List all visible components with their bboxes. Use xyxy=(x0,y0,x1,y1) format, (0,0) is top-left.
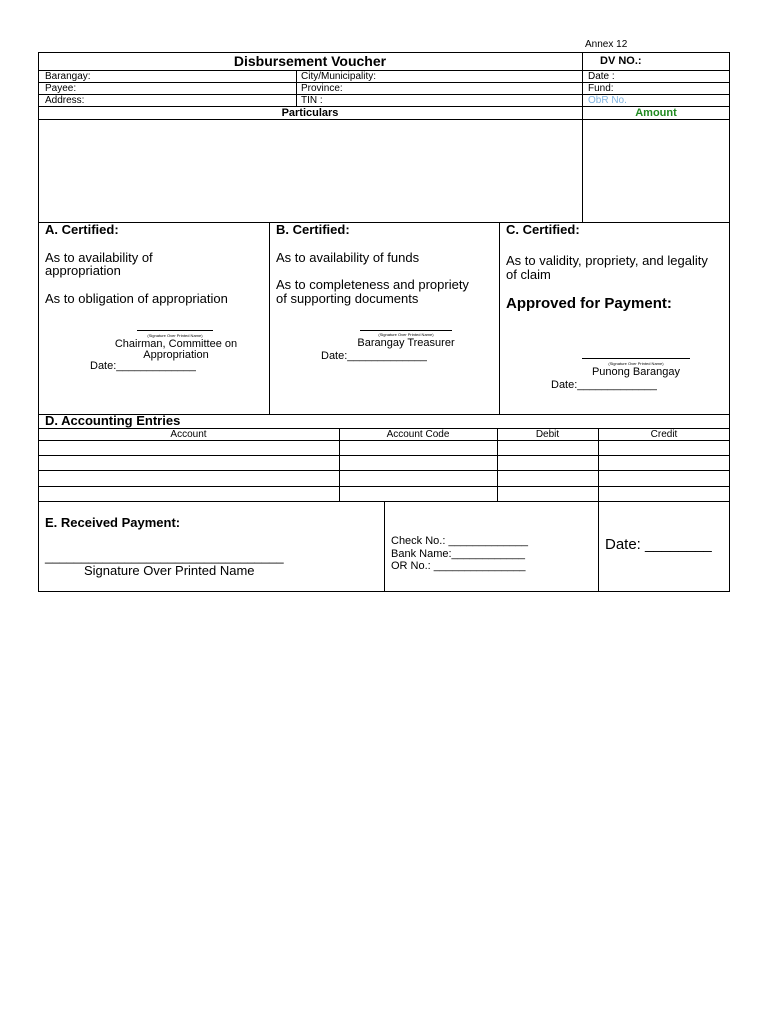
cert-a-role: Chairman, Committee on xyxy=(114,338,238,350)
cert-b-role: Barangay Treasurer xyxy=(357,337,455,349)
signature-line xyxy=(360,330,452,331)
particulars-header: Particulars xyxy=(281,107,339,119)
cert-c-role: Punong Barangay xyxy=(591,366,681,378)
divider xyxy=(38,70,730,71)
divider xyxy=(38,222,730,223)
cert-a-line: appropriation xyxy=(45,263,121,278)
divider xyxy=(38,486,730,487)
divider xyxy=(296,70,297,106)
signature-caption: (Signature Over Printed Name) xyxy=(378,332,434,337)
signature-line xyxy=(137,330,213,331)
cert-a-date: Date:_____________ xyxy=(90,360,196,372)
form-title: Disbursement Voucher xyxy=(233,53,387,69)
dv-no-label: DV NO.: xyxy=(600,55,642,67)
province-field: Province: xyxy=(301,83,343,94)
divider xyxy=(38,119,730,120)
date-field: Date : xyxy=(588,71,615,82)
column-account-code: Account Code xyxy=(386,429,450,440)
cert-b-line: As to availability of funds xyxy=(276,250,420,265)
bank-name-field: Bank Name:____________ xyxy=(391,548,525,560)
cert-a-role: Appropriation xyxy=(143,349,209,361)
divider xyxy=(38,455,730,456)
accounting-title: D. Accounting Entries xyxy=(45,413,181,428)
signature-line xyxy=(582,358,690,359)
signature-line: _________________________________ xyxy=(45,549,284,564)
city-field: City/Municipality: xyxy=(301,71,377,82)
divider xyxy=(38,440,730,441)
divider xyxy=(38,82,730,83)
cert-b-title: B. Certified: xyxy=(276,222,350,237)
cert-c-title: C. Certified: xyxy=(506,222,580,237)
tin-field: TIN : xyxy=(301,95,323,106)
divider xyxy=(499,222,500,414)
signature-label: Signature Over Printed Name xyxy=(84,563,255,578)
or-no-field: OR No.: _______________ xyxy=(391,560,526,572)
annex-label: Annex 12 xyxy=(585,39,628,50)
cert-c-date: Date:_____________ xyxy=(551,379,657,391)
obr-no-field: ObR No. xyxy=(588,95,627,106)
signature-caption: (Signature Over Printed Name) xyxy=(147,333,203,338)
amount-header: Amount xyxy=(635,107,677,119)
cert-a-title: A. Certified: xyxy=(45,222,119,237)
received-date-field: Date: ________ xyxy=(605,536,712,553)
divider xyxy=(38,470,730,471)
fund-field: Fund: xyxy=(588,83,614,94)
payee-field: Payee: xyxy=(45,83,77,94)
cert-c-line: As to validity, propriety, and legality xyxy=(506,253,708,268)
approved-for-payment: Approved for Payment: xyxy=(506,295,672,312)
divider xyxy=(384,501,385,592)
cert-a-line: As to obligation of appropriation xyxy=(45,291,228,306)
column-debit: Debit xyxy=(535,429,560,440)
barangay-field: Barangay: xyxy=(45,71,91,82)
cert-b-date: Date:_____________ xyxy=(321,350,427,362)
check-no-field: Check No.: _____________ xyxy=(391,535,528,547)
column-account: Account xyxy=(170,429,207,440)
divider xyxy=(598,501,599,592)
cert-b-line: of supporting documents xyxy=(276,291,419,306)
received-title: E. Received Payment: xyxy=(45,515,181,530)
divider xyxy=(269,222,270,414)
signature-caption: (Signature Over Printed Name) xyxy=(608,361,664,366)
address-field: Address: xyxy=(45,95,85,106)
cert-a-line: As to availability of xyxy=(45,250,153,265)
cert-b-line: As to completeness and propriety xyxy=(276,277,469,292)
column-credit: Credit xyxy=(650,429,678,440)
cert-c-line: of claim xyxy=(506,267,551,282)
divider xyxy=(582,52,583,222)
